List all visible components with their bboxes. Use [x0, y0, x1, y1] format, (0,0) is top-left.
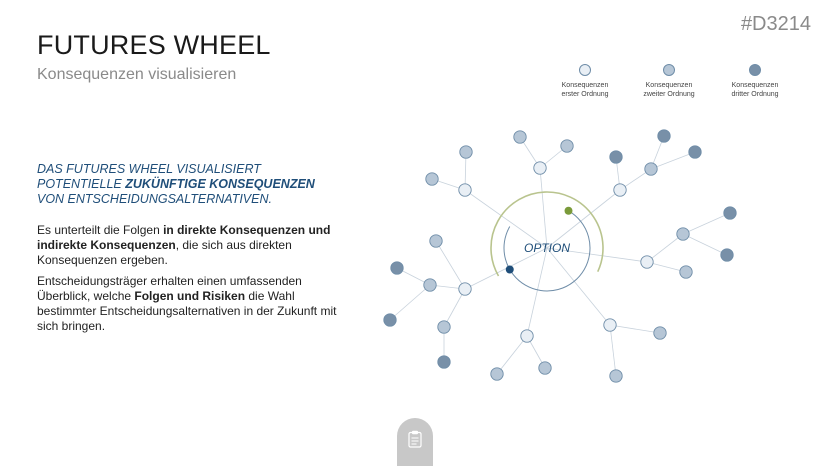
legend-label-line1: Konsequenzen — [731, 82, 779, 89]
paragraph-consequences — [37, 223, 337, 268]
legend-label-line1: Konsequenzen — [561, 82, 609, 89]
connection-line — [465, 190, 547, 248]
node-second-order — [677, 228, 689, 240]
connection-line — [610, 325, 660, 333]
node-second-order — [514, 131, 526, 143]
node-first-order — [614, 184, 626, 196]
connection-line — [683, 213, 730, 234]
legend-item-first-order — [545, 64, 625, 99]
node-first-order — [459, 283, 471, 295]
center-option-label: OPTION — [523, 241, 571, 255]
clipboard-icon — [408, 430, 422, 448]
outer-ring-arc — [491, 192, 603, 276]
legend-label-line2: erster Ordnung — [561, 91, 609, 98]
paragraph-bold-text: in direkte Konsequenzen und indirekte Konsequenzen — [37, 223, 331, 252]
node-second-order — [430, 235, 442, 247]
node-first-order — [534, 162, 546, 174]
connection-line — [390, 285, 430, 320]
wheel-nodes — [384, 130, 736, 382]
node-first-order — [641, 256, 653, 268]
legend-dot-first-order — [579, 64, 591, 76]
legend — [545, 64, 805, 104]
page-title: FUTURES WHEEL — [37, 30, 271, 60]
paragraph-bold-text: Folgen und Risiken — [134, 289, 246, 303]
page-subtitle: Konsequenzen visualisieren — [37, 66, 237, 83]
ring-marker-green — [565, 207, 573, 215]
connection-line — [647, 234, 683, 262]
paragraph-decision-makers — [37, 274, 337, 334]
connection-line — [497, 336, 527, 374]
connection-line — [540, 168, 547, 248]
wheel-connections — [390, 136, 730, 376]
legend-label-line2: zweiter Ordnung — [643, 91, 695, 98]
node-third-order — [610, 151, 622, 163]
futures-wheel-diagram — [370, 115, 750, 395]
paragraph-text: Entscheidungsträger erhalten einen umfassenden Überblick, welche — [37, 274, 302, 303]
node-second-order — [438, 321, 450, 333]
paragraph-text: Es unterteilt die Folgen — [37, 223, 164, 237]
ring-marker-navy — [506, 266, 514, 274]
connection-line — [683, 234, 727, 255]
paragraph-text-end: die Wahl bestimmter Entscheidungsalternativen in der Zukunft mit sich bringen. — [37, 289, 337, 333]
legend-dot-second-order — [663, 64, 675, 76]
legend-item-third-order — [715, 64, 795, 99]
node-second-order — [654, 327, 666, 339]
legend-label-line1: Konsequenzen — [645, 82, 693, 89]
node-third-order — [438, 356, 450, 368]
node-third-order — [724, 207, 736, 219]
node-third-order — [658, 130, 670, 142]
paragraph-text-end: , die sich aus direkten Konsequenzen ergeben. — [37, 238, 292, 267]
connection-line — [436, 241, 465, 289]
node-third-order — [689, 146, 701, 158]
node-second-order — [680, 266, 692, 278]
node-first-order — [459, 184, 471, 196]
connection-line — [651, 152, 695, 169]
node-first-order — [521, 330, 533, 342]
node-second-order — [539, 362, 551, 374]
legend-dot-third-order — [749, 64, 761, 76]
connection-line — [547, 248, 610, 325]
node-second-order — [491, 368, 503, 380]
node-third-order — [391, 262, 403, 274]
connection-line — [547, 190, 620, 248]
lead-statement — [37, 162, 337, 207]
connection-line — [527, 248, 547, 336]
node-second-order — [426, 173, 438, 185]
node-first-order — [604, 319, 616, 331]
legend-label-line2: dritter Ordnung — [731, 91, 779, 98]
lead-text: DAS FUTURES WHEEL VISUALISIERT POTENTIELLE — [37, 162, 261, 191]
connection-line — [610, 325, 616, 376]
wheel-center-rings — [491, 192, 603, 291]
node-second-order — [610, 370, 622, 382]
clipboard-button[interactable] — [397, 418, 433, 466]
node-third-order — [384, 314, 396, 326]
lead-text-end: VON ENTSCHEIDUNGSALTERNATIVEN. — [37, 192, 272, 206]
node-second-order — [561, 140, 573, 152]
document-code: #D3214 — [740, 13, 811, 35]
node-third-order — [721, 249, 733, 261]
node-second-order — [460, 146, 472, 158]
legend-item-second-order — [629, 64, 709, 99]
lead-bold-text: ZUKÜNFTIGE KONSEQUENZEN — [125, 177, 315, 191]
node-second-order — [424, 279, 436, 291]
node-second-order — [645, 163, 657, 175]
